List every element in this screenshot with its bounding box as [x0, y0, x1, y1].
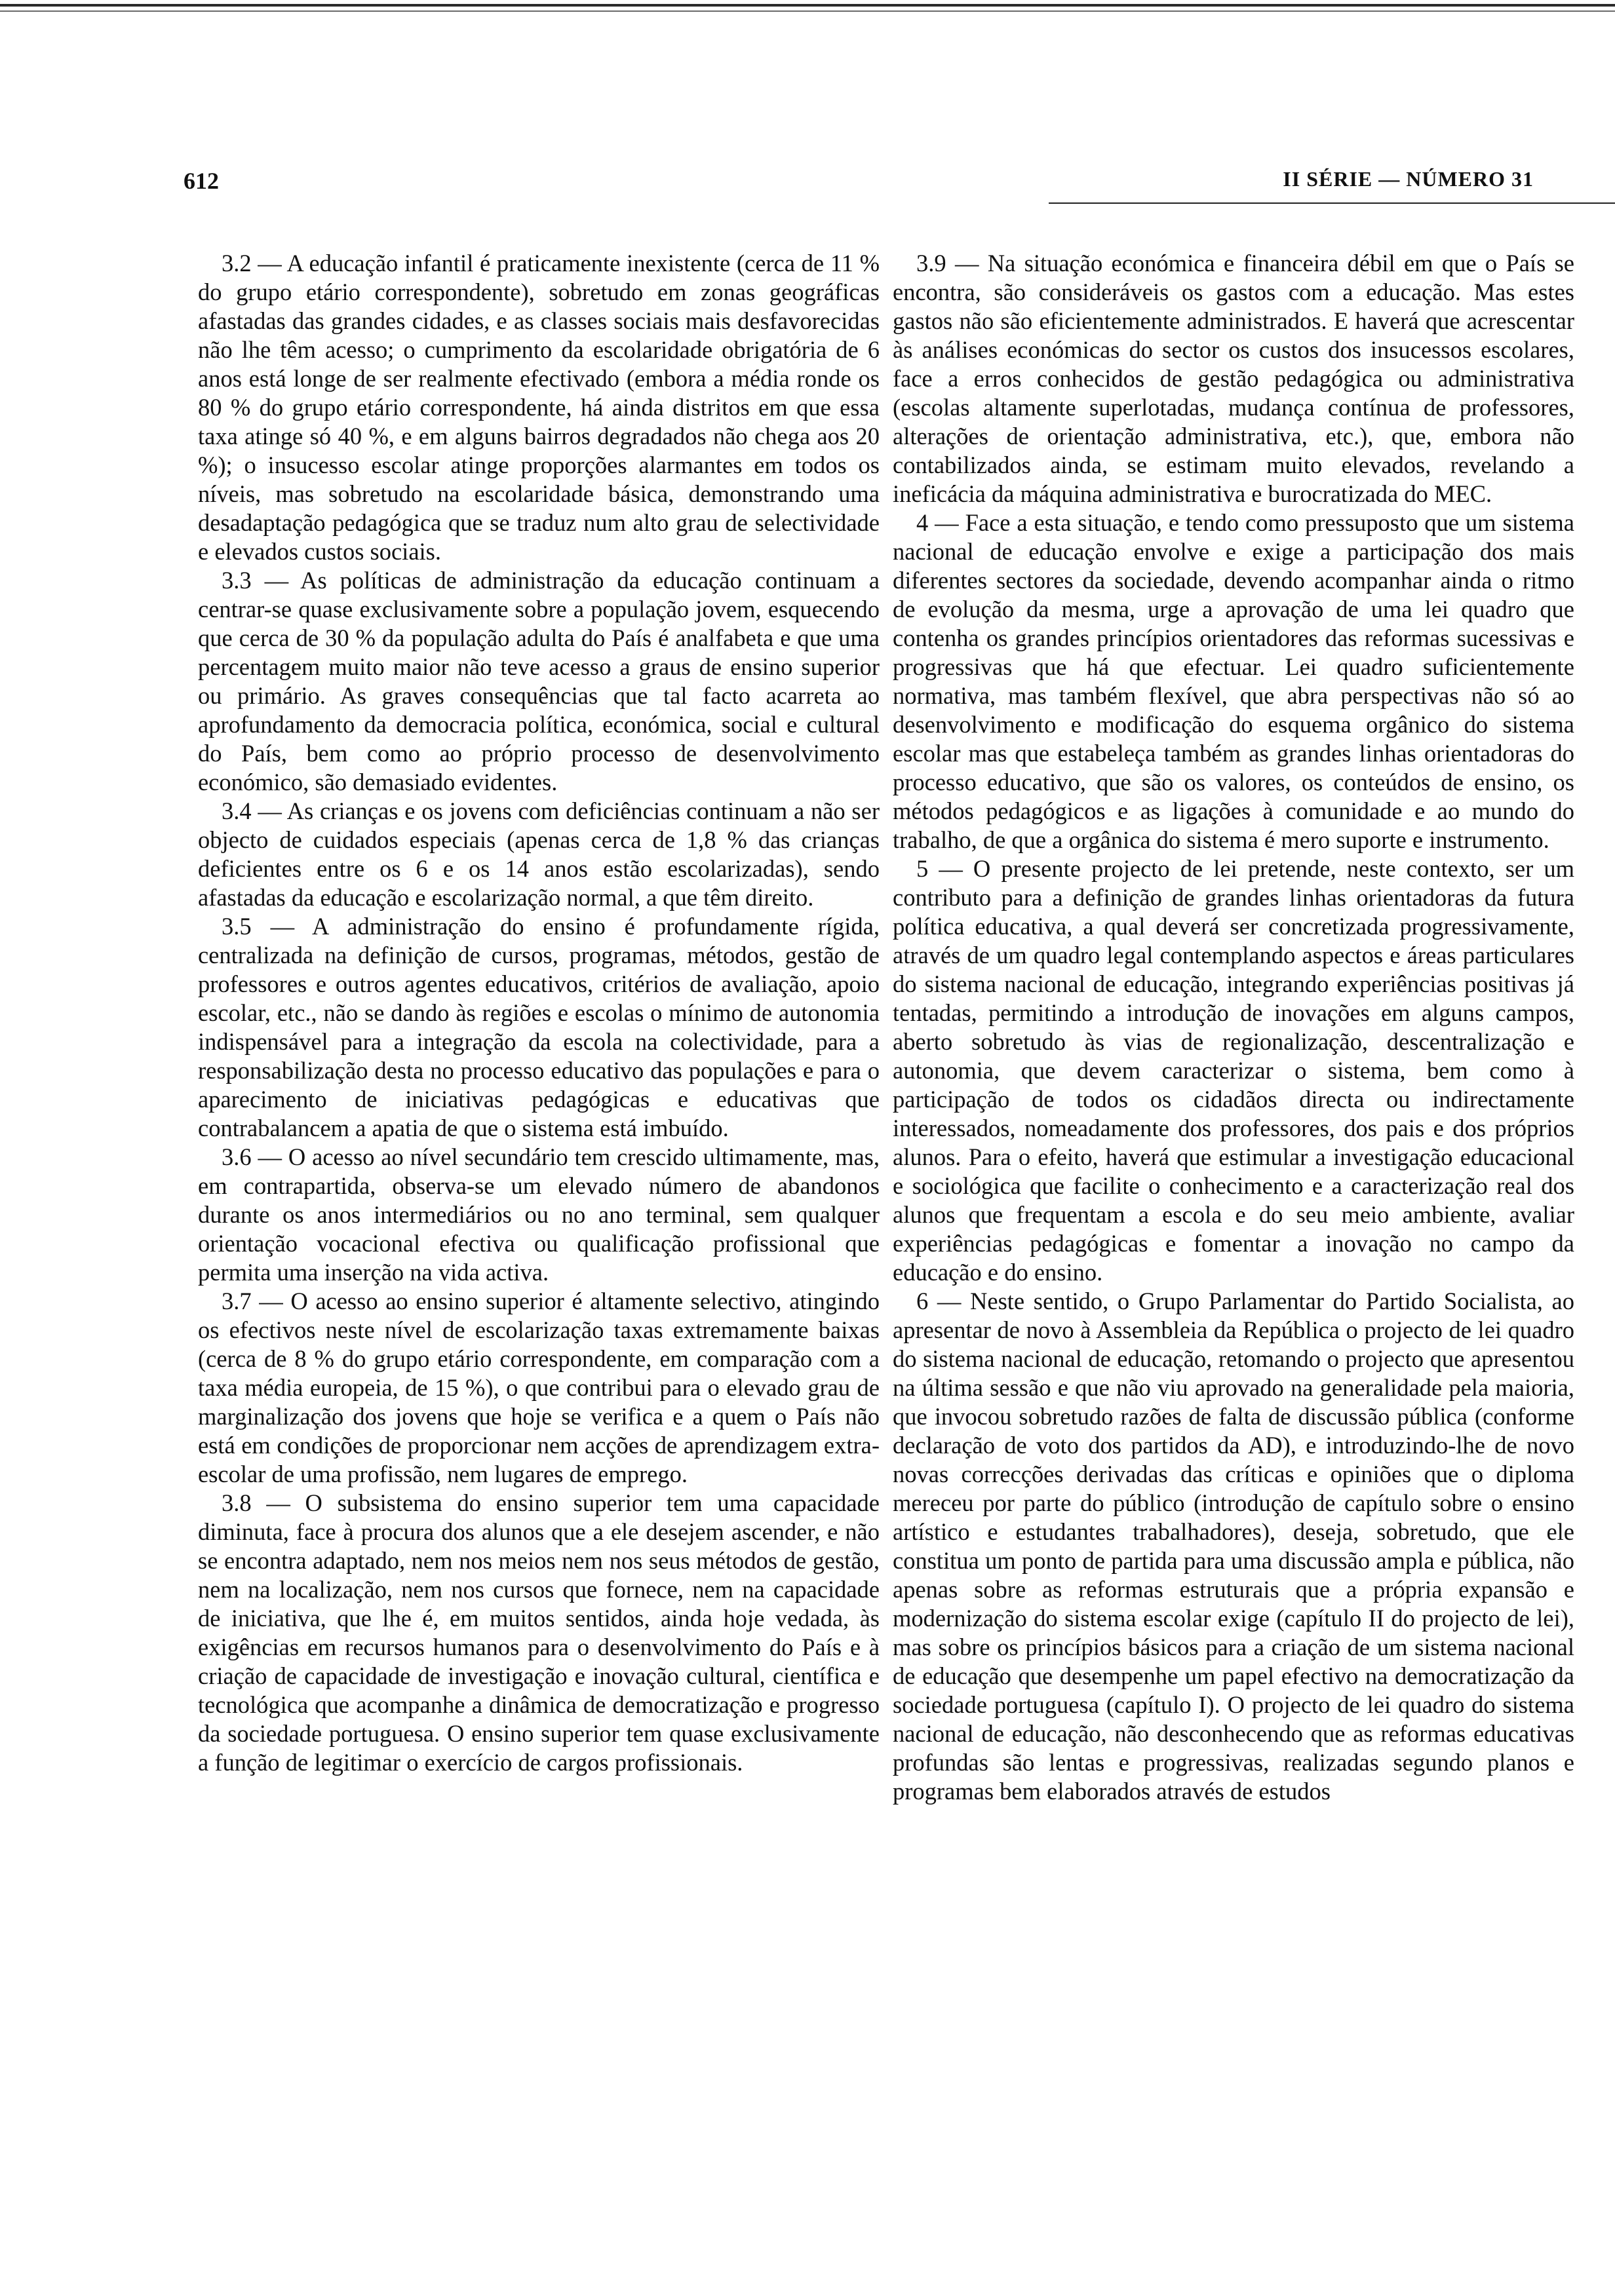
- paragraph-3-8: 3.8 — O subsistema do ensino superior tem uma capacidade diminuta, face à procura dos alunos que a ele desejem ascender, e não se encontra adaptado, nem nos meios nem nos seus métodos de gestão, nem na localização, nem nos cursos que fornece, nem na capacidade de iniciativa, que lhe é, em muitos sentidos, ainda hoje vedada, às exigências em recursos humanos para o desenvolvimento do País e à criação de capacidade de investigação e inovação cultural, científica e tecnológica que acompanhe a dinâmica de democratização e progresso da sociedade portuguesa. O ensino superior tem quase exclusivamente a função de legitimar o exercício de cargos profissionais.: [198, 1489, 880, 1776]
- paragraph-3-2: 3.2 — A educação infantil é praticamente inexistente (cerca de 11 % do grupo etário correspondente), sobretudo em zonas geográficas afastadas das grandes cidades, e as classes sociais mais desfavorecidas não lhe têm acesso; o cumprimento da escolaridade obrigatória de 6 anos está longe de ser realmente efectivado (embora a média ronde os 80 % do grupo etário correspondente, há ainda distritos em que essa taxa atinge só 40 %, e em alguns bairros degradados não chega aos 20 %); o insucesso escolar atinge proporções alarmantes em todos os níveis, mas sobretudo na escolaridade básica, demonstrando uma desadaptação pedagógica que se traduz num alto grau de selectividade e elevados custos sociais.: [198, 250, 880, 565]
- page-header: [184, 167, 1534, 213]
- page-number: 612: [184, 168, 219, 194]
- left-column: [198, 249, 880, 1777]
- series-number: II SÉRIE — NÚMERO 31: [1283, 167, 1534, 191]
- scan-edge-line: [0, 4, 1615, 7]
- paragraph-4: 4 — Face a esta situação, e tendo como pressuposto que um sistema nacional de educação envolve e exige a participação dos mais diferentes sectores da sociedade, devendo acompanhar ainda o ritmo de evolução da mesma, urge a aprovação de uma lei quadro que contenha os grandes princípios orientadores das reformas sucessivas e progressivas que há que efectuar. Lei quadro suficientemente normativa, mas também flexível, que abra perspectivas não só ao desenvolvimento e modificação do esquema orgânico do sistema escolar mas que estabeleça também as grandes linhas orientadoras do processo educativo, que são os valores, os conteúdos de ensino, os métodos pedagógicos e as ligações à comunidade e ao mundo do trabalho, de que a orgânica do sistema é mero suporte e instrumento.: [893, 509, 1574, 853]
- header-rule: [1049, 202, 1615, 204]
- paragraph-3-6: 3.6 — O acesso ao nível secundário tem crescido ultimamente, mas, em contrapartida, observa-se um elevado número de abandonos durante os anos intermediários ou no ano terminal, sem qualquer orientação vocacional efectiva ou qualificação profissional que permita uma inserção na vida activa.: [198, 1143, 880, 1286]
- paragraph-5: 5 — O presente projecto de lei pretende, neste contexto, ser um contributo para a definição de grandes linhas orientadoras da futura política educativa, a qual deverá ser concretizada progressivamente, através de um quadro legal contemplando aspectos e áreas particulares do sistema nacional de educação, integrando experiências positivas já tentadas, permitindo a introdução de inovações em alguns campos, aberto sobretudo às vias de regionalização, descentralização e autonomia, que devem caracterizar o sistema, bem como à participação de todos os cidadãos directa ou indirectamente interessados, nomeadamente dos professores, dos pais e dos próprios alunos. Para o efeito, haverá que estimular a investigação educacional e sociológica que facilite o conhecimento e a caracterização real dos alunos que frequentam a escola e do seu meio ambiente, avaliar experiências pedagógicas e fomentar a inovação no campo da educação e do ensino.: [893, 855, 1574, 1286]
- paragraph-6: 6 — Neste sentido, o Grupo Parlamentar do Partido Socialista, ao apresentar de novo à Assembleia da República o projecto de lei quadro do sistema nacional de educação, retomando o projecto que apresentou na última sessão e que não viu aprovado na generalidade pela maioria, que invocou sobretudo razões de falta de discussão pública (conforme declaração de voto dos partidos da AD), e introduzindo-lhe de novo novas correcções derivadas das críticas e opiniões que o diploma mereceu por parte do público (introdução de capítulo sobre o ensino artístico e estudantes trabalhadores), deseja, sobretudo, que ele constitua um ponto de partida para uma discussão ampla e pública, não apenas sobre as reformas estruturais que a própria expansão e modernização do sistema escolar exige (capítulo II do projecto de lei), mas sobre os princípios básicos para a criação de um sistema nacional de educação que desempenhe um papel efectivo na democratização da sociedade portuguesa (capítulo I). O projecto de lei quadro do sistema nacional de educação, não desconhecendo que as reformas educativas profundas são lentas e progressivas, realizadas segundo planos e programas bem elaborados através de estudos: [893, 1288, 1574, 1805]
- paragraph-3-3: 3.3 — As políticas de administração da educação continuam a centrar-se quase exclusivamente sobre a população jovem, esquecendo que cerca de 30 % da população adulta do País é analfabeta e que uma percentagem muito maior não teve acesso a graus de ensino superior ou primário. As graves consequências que tal facto acarreta ao aprofundamento da democracia política, económica, social e cultural do País, bem como ao próprio processo de desenvolvimento económico, são demasiado evidentes.: [198, 567, 880, 795]
- paragraph-3-5: 3.5 — A administração do ensino é profundamente rígida, centralizada na definição de cursos, programas, métodos, gestão de professores e outros agentes educativos, critérios de avaliação, apoio escolar, etc., não se dando às regiões e escolas o mínimo de autonomia indispensável para a integração da escola na colectividade, para a responsabilização desta no processo educativo das populações e para o aparecimento de iniciativas pedagógicas e educativas que contrabalancem a apatia de que o sistema está imbuído.: [198, 913, 880, 1141]
- scan-edge-line-secondary: [0, 10, 1615, 12]
- right-column: [893, 249, 1574, 1806]
- paragraph-3-4: 3.4 — As crianças e os jovens com deficiências continuam a não ser objecto de cuidados especiais (apenas cerca de 1,8 % das crianças deficientes entre os 6 e os 14 anos estão escolarizadas), sendo afastadas da educação e escolarização normal, a que têm direito.: [198, 797, 880, 911]
- paragraph-3-9: 3.9 — Na situação económica e financeira débil em que o País se encontra, são consideráveis os gastos com a educação. Mas estes gastos não são eficientemente administrados. E haverá que acrescentar às análises económicas do sector os custos dos insucessos escolares, face a erros conhecidos de gestão pedagógica ou administrativa (escolas altamente superlotadas, mudança contínua de professores, alterações de orientação administrativa, etc.), que, embora não contabilizados ainda, se estimam muito elevados, revelando a ineficácia da máquina administrativa e burocratizada do MEC.: [893, 250, 1574, 507]
- paragraph-3-7: 3.7 — O acesso ao ensino superior é altamente selectivo, atingindo os efectivos neste nível de escolarização taxas extremamente baixas (cerca de 8 % do grupo etário correspondente, em comparação com a taxa média europeia, de 15 %), o que contribui para o elevado grau de marginalização dos jovens que hoje se verifica e a quem o País não está em condições de proporcionar nem acções de aprendizagem extra-escolar de uma profissão, nem lugares de emprego.: [198, 1288, 880, 1487]
